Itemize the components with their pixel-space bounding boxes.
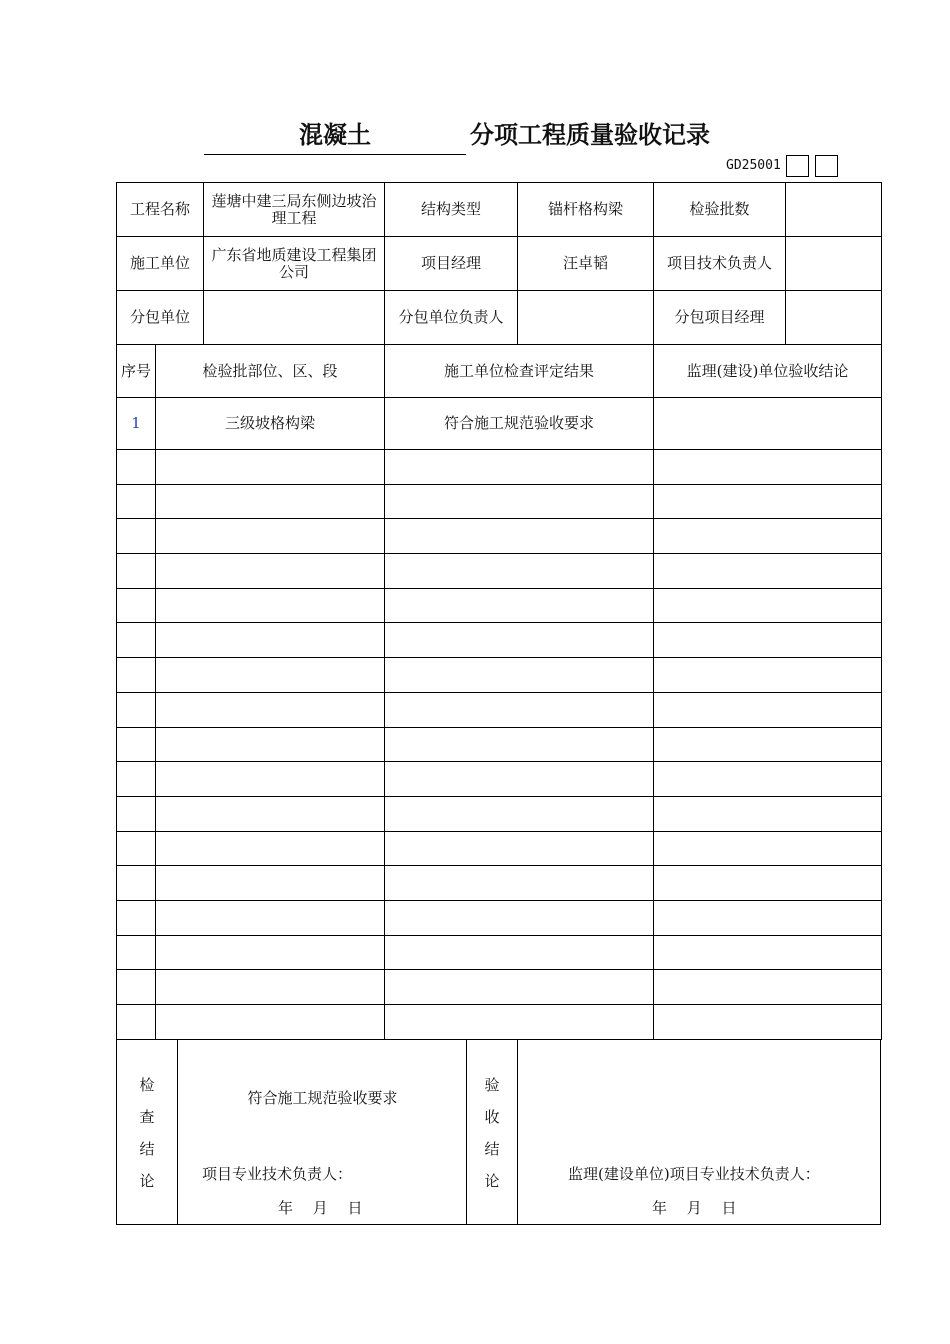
accept-conclusion-label	[467, 1039, 518, 1224]
empty-cell	[117, 970, 156, 1005]
check-label-char: 论	[139, 1172, 155, 1190]
structure-type-value: 锚杆格构梁	[518, 183, 654, 237]
row-supervisor-result	[654, 398, 882, 450]
table-row	[117, 519, 882, 554]
batch-count-value	[786, 183, 882, 237]
empty-cell	[156, 762, 385, 797]
empty-cell	[654, 866, 882, 901]
table-row	[117, 484, 882, 519]
batch-count-label: 检验批数	[654, 183, 786, 237]
empty-cell	[117, 866, 156, 901]
title-subject: 混凝土	[204, 116, 466, 155]
accept-conclusion-content	[518, 1039, 881, 1224]
empty-cell	[654, 450, 882, 485]
empty-cell	[385, 970, 654, 1005]
conclusion-section	[116, 1039, 881, 1225]
empty-cell	[156, 970, 385, 1005]
empty-cell	[385, 762, 654, 797]
empty-cell	[654, 623, 882, 658]
empty-cell	[385, 900, 654, 935]
empty-cell	[654, 1005, 882, 1040]
empty-cell	[654, 588, 882, 623]
header-contractor-result: 施工单位检查评定结果	[385, 345, 654, 398]
check-conclusion-text: 符合施工规范验收要求	[247, 1089, 398, 1107]
check-label-char: 查	[139, 1108, 155, 1126]
inspection-table	[116, 182, 882, 1040]
empty-cell	[156, 588, 385, 623]
empty-cell	[385, 623, 654, 658]
empty-cell	[117, 762, 156, 797]
empty-cell	[117, 831, 156, 866]
table-row	[117, 554, 882, 589]
accept-label-char: 验	[484, 1076, 500, 1094]
empty-cell	[385, 866, 654, 901]
empty-cell	[654, 831, 882, 866]
code-box-1	[786, 155, 809, 177]
empty-cell	[156, 623, 385, 658]
empty-cell	[156, 727, 385, 762]
table-row	[117, 450, 882, 485]
empty-cell	[654, 692, 882, 727]
header-location: 检验批部位、区、段	[156, 345, 385, 398]
row-contractor-result: 符合施工规范验收要求	[385, 398, 654, 450]
table-row	[117, 658, 882, 693]
empty-cell	[156, 450, 385, 485]
empty-cell	[156, 692, 385, 727]
empty-cell	[117, 796, 156, 831]
empty-cell	[117, 727, 156, 762]
empty-cell	[654, 658, 882, 693]
subcontractor-label: 分包单位	[117, 291, 204, 345]
empty-cell	[156, 935, 385, 970]
table-row	[117, 762, 882, 797]
title-main: 分项工程质量验收记录	[470, 121, 710, 149]
form-code: GD25001	[726, 158, 781, 173]
table-row	[117, 900, 882, 935]
table-row	[117, 727, 882, 762]
empty-cell	[385, 727, 654, 762]
empty-cell	[156, 484, 385, 519]
empty-cell	[654, 554, 882, 589]
contractor-label: 施工单位	[117, 237, 204, 291]
row-seq: 1	[117, 398, 156, 450]
empty-cell	[117, 450, 156, 485]
row-location: 三级坡格构梁	[156, 398, 385, 450]
empty-cell	[654, 796, 882, 831]
empty-cell	[654, 727, 882, 762]
empty-cell	[385, 450, 654, 485]
empty-cell	[117, 935, 156, 970]
table-row	[117, 692, 882, 727]
accept-label-char: 论	[484, 1172, 500, 1190]
empty-cell	[654, 484, 882, 519]
accept-signer: 监理(建设单位)项目专业技术负责人：	[568, 1165, 820, 1183]
empty-cell	[385, 519, 654, 554]
structure-type-label: 结构类型	[385, 183, 518, 237]
empty-cell	[117, 554, 156, 589]
empty-cell	[117, 1005, 156, 1040]
empty-cell	[156, 831, 385, 866]
sub-lead-value	[518, 291, 654, 345]
check-label-char: 结	[139, 1140, 155, 1158]
sub-lead-label: 分包单位负责人	[385, 291, 518, 345]
empty-cell	[385, 1005, 654, 1040]
empty-cell	[117, 623, 156, 658]
table-row	[117, 1005, 882, 1040]
empty-cell	[156, 519, 385, 554]
table-row	[117, 398, 882, 450]
check-date: 年 月 日	[278, 1199, 363, 1217]
table-row	[117, 970, 882, 1005]
sub-pm-value	[786, 291, 882, 345]
empty-cell	[117, 658, 156, 693]
project-name-value: 莲塘中建三局东侧边坡治理工程	[204, 183, 385, 237]
code-box-2	[815, 155, 838, 177]
header-seq: 序号	[117, 345, 156, 398]
sub-pm-label: 分包项目经理	[654, 291, 786, 345]
header-supervisor-result: 监理(建设)单位验收结论	[654, 345, 882, 398]
empty-cell	[654, 519, 882, 554]
table-row	[117, 935, 882, 970]
empty-cell	[156, 554, 385, 589]
table-row	[117, 796, 882, 831]
empty-cell	[117, 692, 156, 727]
empty-cell	[156, 866, 385, 901]
empty-cell	[654, 970, 882, 1005]
tech-lead-label: 项目技术负责人	[654, 237, 786, 291]
empty-cell	[654, 935, 882, 970]
accept-date: 年 月 日	[652, 1199, 737, 1217]
empty-cell	[156, 1005, 385, 1040]
empty-cell	[654, 762, 882, 797]
accept-label-char: 收	[484, 1108, 500, 1126]
empty-cell	[117, 484, 156, 519]
empty-cell	[385, 588, 654, 623]
empty-cell	[156, 900, 385, 935]
project-manager-value: 汪卓韬	[518, 237, 654, 291]
check-label-char: 检	[139, 1076, 155, 1094]
empty-cell	[156, 658, 385, 693]
empty-cell	[654, 900, 882, 935]
check-conclusion-content	[178, 1039, 467, 1224]
empty-cell	[385, 692, 654, 727]
accept-label-char: 结	[484, 1140, 500, 1158]
empty-cell	[385, 935, 654, 970]
form-title	[0, 116, 950, 158]
empty-cell	[385, 658, 654, 693]
table-row	[117, 588, 882, 623]
project-name-label: 工程名称	[117, 183, 204, 237]
table-row	[117, 866, 882, 901]
empty-cell	[385, 831, 654, 866]
check-signer: 项目专业技术负责人：	[202, 1165, 353, 1183]
empty-cell	[156, 796, 385, 831]
empty-cell	[117, 900, 156, 935]
check-conclusion-label	[117, 1039, 178, 1224]
subcontractor-value	[204, 291, 385, 345]
tech-lead-value	[786, 237, 882, 291]
empty-cell	[385, 484, 654, 519]
empty-cell	[117, 588, 156, 623]
empty-cell	[385, 796, 654, 831]
empty-cell	[117, 519, 156, 554]
project-manager-label: 项目经理	[385, 237, 518, 291]
contractor-value: 广东省地质建设工程集团公司	[204, 237, 385, 291]
table-row	[117, 623, 882, 658]
empty-cell	[385, 554, 654, 589]
table-row	[117, 831, 882, 866]
